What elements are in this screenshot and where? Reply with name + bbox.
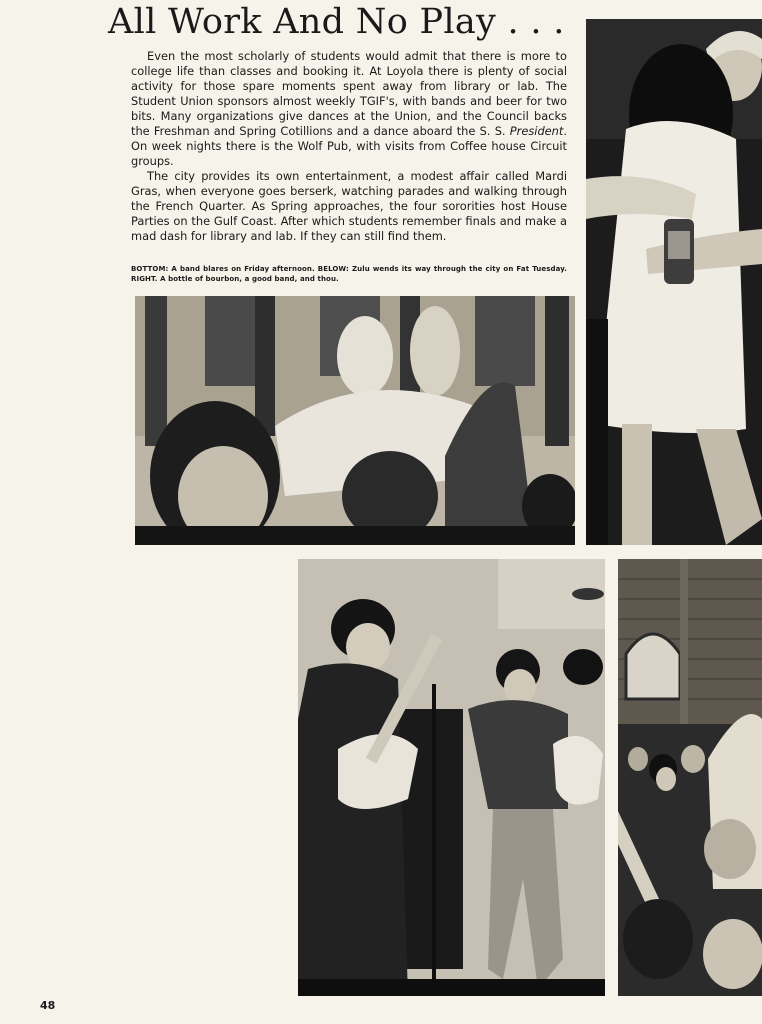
- ship-name: President: [509, 124, 564, 138]
- paragraph-2: The city provides its own entertainment, a modest affair called Mardi Gras, when everyone goes berserk, watching parades and walking through the French Quarter. As Spring approaches, the four sororities host House Parties on the Gulf Coast. After which students remember finals and make a mad dash for library and lab. If they can still find them.: [131, 169, 567, 243]
- photo-couple-with-bottle: [586, 19, 762, 545]
- page-title: All Work And No Play . . .: [108, 2, 565, 42]
- photo-street-crowd: [618, 559, 762, 996]
- paragraph-1-text-b: . On week nights there is the Wolf Pub, with visits from Coffee house Circuit groups.: [131, 124, 567, 168]
- paragraph-1-text-a: Even the most scholarly of students would admit that there is more to college life than classes and booking it. At Loyola there is plenty of social activity for those spare moments spent away from library or lab. The Student Union sponsors almost weekly TGIF's, with bands and beer for two bits. Many organizations give dances at the Union, and the Council backs the Freshman and Spring Cotillions and a dance aboard the S. S.: [131, 49, 567, 138]
- photo-zulu-parade: [135, 296, 575, 545]
- photo-band-performing: [298, 559, 605, 996]
- page-number: 48: [40, 999, 56, 1012]
- paragraph-1: [131, 49, 567, 169]
- article-body: [131, 49, 567, 244]
- photo-caption: BOTTOM: A band blares on Friday afternoon. BELOW: Zulu wends its way through the city on Fat Tuesday. RIGHT. A bottle of bourbon, a good band, and thou.: [131, 265, 567, 283]
